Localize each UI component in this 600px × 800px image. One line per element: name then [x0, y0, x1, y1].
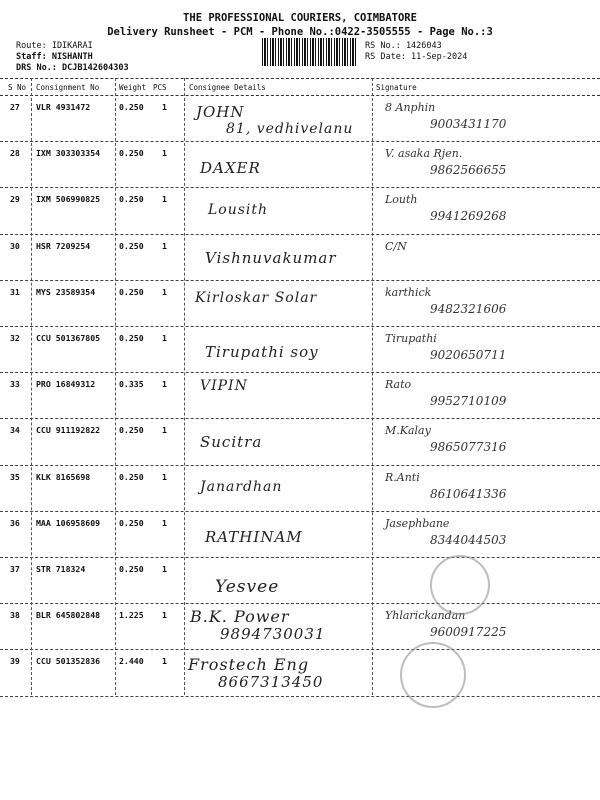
row-consignment: MAA 106958609 [36, 517, 101, 528]
row-pcs: 1 [162, 286, 167, 297]
signature-phone: 9865077316 [430, 440, 507, 455]
row-weight: 2.440 [119, 656, 144, 667]
table-row [0, 95, 600, 142]
signature-phone: 9952710109 [430, 394, 507, 409]
row-pcs: 1 [162, 564, 167, 574]
row-pcs: 1 [162, 194, 167, 205]
runsheet-subtitle: Delivery Runsheet - PCM - Phone No.:0422-3505555 - Page No.:3 [107, 26, 493, 38]
row-sno: 34 [10, 425, 20, 436]
table-row [0, 465, 600, 512]
row-consignment: PRO 16849312 [36, 379, 96, 390]
signature: Jasephbane [385, 516, 450, 530]
signature: Louth [385, 193, 418, 207]
row-consignment: CCU 501352836 [36, 656, 101, 667]
company-title: THE PROFESSIONAL COURIERS, COIMBATORE [183, 12, 417, 24]
row-consignment: HSR 7209254 [36, 240, 91, 251]
consignee-name: DAXER [200, 159, 261, 178]
col-sno: S No [8, 83, 27, 92]
table-row [0, 234, 600, 281]
route-info [16, 41, 129, 74]
signature: karthick [385, 285, 432, 299]
row-consignment: CCU 911192822 [36, 425, 101, 436]
table-row [0, 372, 600, 419]
row-pcs: 1 [162, 240, 167, 251]
signature: V. asaka Rjen. [385, 147, 463, 161]
row-sno: 33 [10, 379, 20, 390]
signature-phone: 9003431170 [430, 117, 507, 131]
signature-phone: 8610641336 [430, 486, 507, 501]
consignee-name: Janardhan [200, 478, 283, 495]
consignee-name: Kirloskar Solar [195, 289, 318, 306]
stamp-seal-icon [430, 555, 490, 615]
signature-phone: 9482321606 [430, 301, 507, 316]
consignee-name: Frostech Eng [188, 655, 310, 675]
row-weight: 0.250 [119, 102, 144, 112]
row-consignment: KLK 8165698 [36, 471, 91, 482]
row-consignment: STR 718324 [36, 564, 86, 574]
signature: Tirupathi [385, 332, 437, 345]
table-row [0, 326, 600, 373]
row-pcs: 1 [162, 102, 167, 112]
row-weight: 0.250 [119, 286, 144, 297]
consignee-name: RATHINAM [205, 527, 303, 546]
row-sno: 31 [10, 286, 20, 297]
row-weight: 1.225 [119, 610, 144, 621]
table-header [0, 78, 600, 96]
row-consignment: IXM 303303354 [36, 148, 101, 159]
row-consignment: MYS 23589354 [36, 286, 96, 297]
row-consignment: IXM 506990825 [36, 194, 101, 205]
table-row [0, 418, 600, 465]
row-weight: 0.250 [119, 333, 144, 343]
route-label: Route: IDIKARAI [16, 41, 93, 51]
table-row [0, 187, 600, 234]
consignee-name: Tirupathi soy [205, 343, 319, 361]
signature-phone: 9862566655 [430, 163, 507, 178]
row-weight: 0.250 [119, 425, 144, 436]
signature: Rato [385, 378, 412, 392]
drs-label: DRS No.: DCJB142604303 [16, 63, 129, 73]
staff-label: Staff: NISHANTH [16, 52, 93, 62]
row-sno: 28 [10, 148, 20, 159]
row-sno: 30 [10, 240, 20, 251]
row-consignment: VLR 4931472 [36, 102, 91, 112]
stamp-seal-icon [400, 642, 466, 708]
row-sno: 29 [10, 194, 20, 205]
row-pcs: 1 [162, 656, 167, 667]
signature: Yhlarickandan [385, 609, 466, 623]
rs-info [365, 41, 467, 63]
row-weight: 0.335 [119, 379, 144, 390]
consignee-name: B.K. Power [190, 607, 290, 627]
col-pcs: PCS [153, 83, 167, 92]
signature-phone: 9600917225 [430, 625, 507, 640]
row-consignment: CCU 501367805 [36, 333, 101, 343]
row-pcs: 1 [162, 471, 167, 482]
row-pcs: 1 [162, 517, 167, 528]
consignee-name: Sucitra [200, 433, 263, 452]
table-row [0, 557, 600, 604]
row-consignment: BLR 645802848 [36, 610, 101, 621]
row-weight: 0.250 [119, 194, 144, 205]
consignee-name: Lousith [208, 202, 269, 219]
row-pcs: 1 [162, 379, 167, 390]
row-weight: 0.250 [119, 240, 144, 251]
row-sno: 35 [10, 471, 20, 482]
col-consignment: Consignment No [36, 83, 100, 92]
row-sno: 36 [10, 517, 20, 528]
row-weight: 0.250 [119, 517, 144, 528]
consignee-detail: 8667313450 [218, 673, 324, 692]
rs-number: RS No.: 1426043 [365, 41, 442, 51]
table-row [0, 511, 600, 558]
row-pcs: 1 [162, 425, 167, 436]
signature-phone: 8344044503 [430, 532, 507, 547]
row-pcs: 1 [162, 610, 167, 621]
row-pcs: 1 [162, 333, 167, 343]
row-pcs: 1 [162, 148, 167, 159]
row-weight: 0.250 [119, 564, 144, 574]
row-sno: 38 [10, 610, 20, 621]
barcode-icon [262, 38, 358, 66]
consignee-name: Vishnuvakumar [205, 248, 337, 267]
table-row [0, 649, 600, 696]
row-sno: 39 [10, 656, 20, 667]
signature-phone: 9941269268 [430, 209, 507, 224]
consignee-name: JOHN [196, 103, 245, 121]
row-weight: 0.250 [119, 148, 144, 159]
rs-date: RS Date: 11-Sep-2024 [365, 52, 468, 62]
row-weight: 0.250 [119, 471, 144, 482]
consignee-detail: 9894730031 [220, 625, 326, 644]
row-sno: 37 [10, 564, 20, 574]
consignee-name: Yesvee [215, 577, 280, 597]
consignee-name: VIPIN [200, 378, 248, 395]
row-sno: 32 [10, 333, 20, 343]
signature-phone: 9020650711 [430, 348, 507, 362]
signature: R.Anti [385, 470, 420, 484]
col-consignee: Consignee Details [189, 83, 266, 92]
table-row [0, 280, 600, 327]
signature: M.Kalay [385, 424, 431, 438]
col-weight: Weight [119, 83, 147, 92]
signature: C/N [385, 239, 407, 253]
table-row [0, 141, 600, 188]
col-signature: Signature [376, 83, 417, 92]
table-row [0, 603, 600, 650]
consignee-detail: 81, vedhivelanu [226, 121, 354, 137]
row-sno: 27 [10, 102, 20, 112]
signature: 8 Anphin [385, 101, 436, 114]
